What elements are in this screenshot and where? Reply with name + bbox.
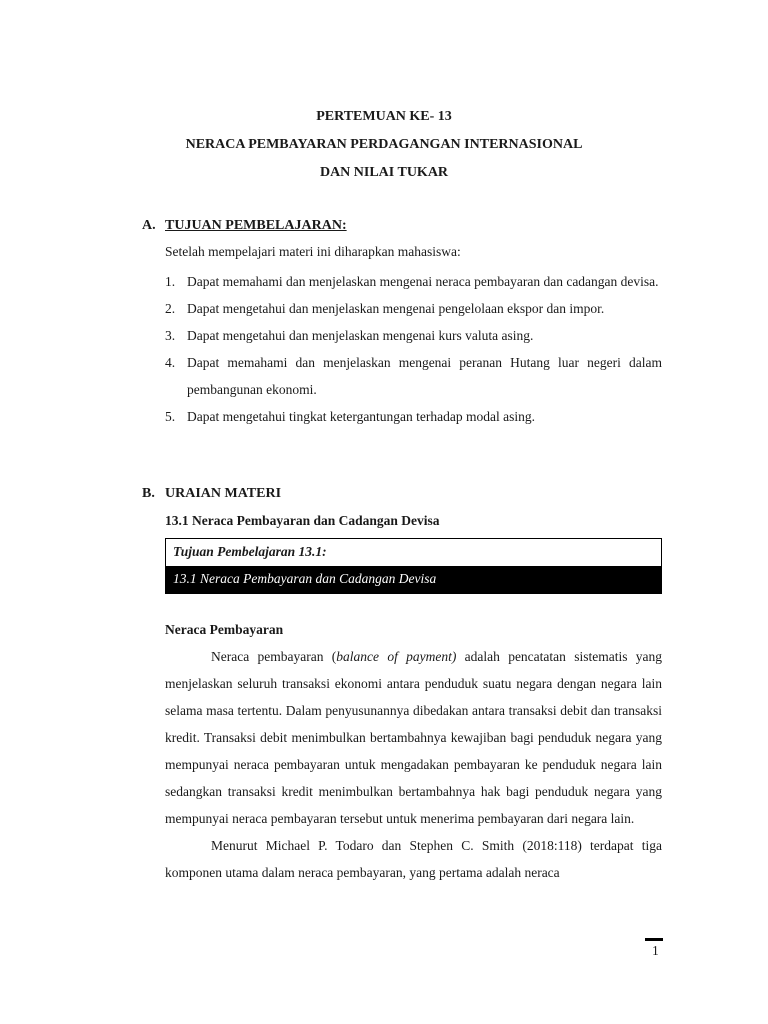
section-a-heading bbox=[142, 218, 347, 234]
objective-text: Dapat memahami dan menjelaskan mengenai neraca pembayaran dan cadangan devisa. bbox=[187, 274, 659, 289]
section-b-heading bbox=[142, 486, 281, 502]
paragraph: Menurut Michael P. Todaro dan Stephen C. Smith (2018:118) terdapat tiga komponen utama dalam neraca pembayaran, yang pertama adalah neraca bbox=[165, 838, 662, 880]
paragraph-text: adalah pencatatan sistematis yang menjelaskan seluruh transaksi ekonomi antara penduduk suatu negara dengan negara lain selama masa tertentu. Dalam penyusunannya dibedakan antara transaksi debit dan transaksi kredit. Transaksi debit menimbulkan bertambahnya kewajiban bagi penduduk negara yang mempunyai neraca pembayaran untuk mengadakan pembayaran ke penduduk negara lain sedangkan transaksi kredit menimbulkan bertambahnya hak bagi penduduk negara yang mempunyai neraca pembayaran tersebut untuk menerima pembayaran dari negara lain. bbox=[165, 649, 662, 826]
page-number: 1 bbox=[652, 943, 659, 958]
objective-number: 5. bbox=[165, 409, 176, 424]
objective-text: Dapat mengetahui tingkat ketergantungan terhadap modal asing. bbox=[187, 409, 536, 424]
objective-text: Dapat mengetahui dan menjelaskan mengenai pengelolaan ekspor dan impor. bbox=[187, 301, 605, 316]
section-a-title: TUJUAN PEMBELAJARAN: bbox=[165, 218, 347, 233]
document-subtitle-2: DAN NILAI TUKAR bbox=[319, 165, 449, 180]
objective-text: Dapat mengetahui dan menjelaskan mengenai kurs valuta asing. bbox=[187, 328, 534, 343]
paragraph-heading: Neraca Pembayaran bbox=[165, 622, 284, 637]
section-a-letter: A. bbox=[142, 218, 156, 233]
italic-term: balance of payment) bbox=[336, 649, 457, 664]
objective-text: Dapat memahami dan menjelaskan mengenai peranan Hutang luar negeri dalam pembangunan ekonomi. bbox=[187, 355, 662, 397]
objective-item bbox=[165, 349, 662, 403]
body-text bbox=[165, 643, 662, 886]
paragraph-text: Neraca pembayaran ( bbox=[211, 649, 337, 664]
paragraph bbox=[165, 643, 662, 832]
objectives-intro: Setelah mempelajari materi ini diharapkan mahasiswa: bbox=[165, 244, 461, 259]
document-title: PERTEMUAN KE- 13 bbox=[316, 109, 452, 124]
learning-objective-box bbox=[165, 538, 662, 594]
objective-number: 2. bbox=[165, 301, 176, 316]
objective-number: 1. bbox=[165, 274, 176, 289]
objectives-list bbox=[165, 268, 662, 430]
objective-box-label: Tujuan Pembelajaran 13.1: bbox=[173, 544, 327, 559]
section-b-letter: B. bbox=[142, 486, 155, 501]
objective-item bbox=[165, 403, 662, 430]
subsection-heading: 13.1 Neraca Pembayaran dan Cadangan Devisa bbox=[165, 513, 440, 528]
objective-item bbox=[165, 295, 662, 322]
objective-item bbox=[165, 322, 662, 349]
objective-box-content: 13.1 Neraca Pembayaran dan Cadangan Devisa bbox=[166, 566, 661, 593]
page-number-rule bbox=[645, 938, 663, 941]
section-b-title: URAIAN MATERI bbox=[165, 486, 282, 501]
document-subtitle: NERACA PEMBAYARAN PERDAGANGAN INTERNASIONAL bbox=[185, 137, 583, 152]
objective-number: 4. bbox=[165, 355, 176, 370]
objective-number: 3. bbox=[165, 328, 176, 343]
objective-item bbox=[165, 268, 662, 295]
